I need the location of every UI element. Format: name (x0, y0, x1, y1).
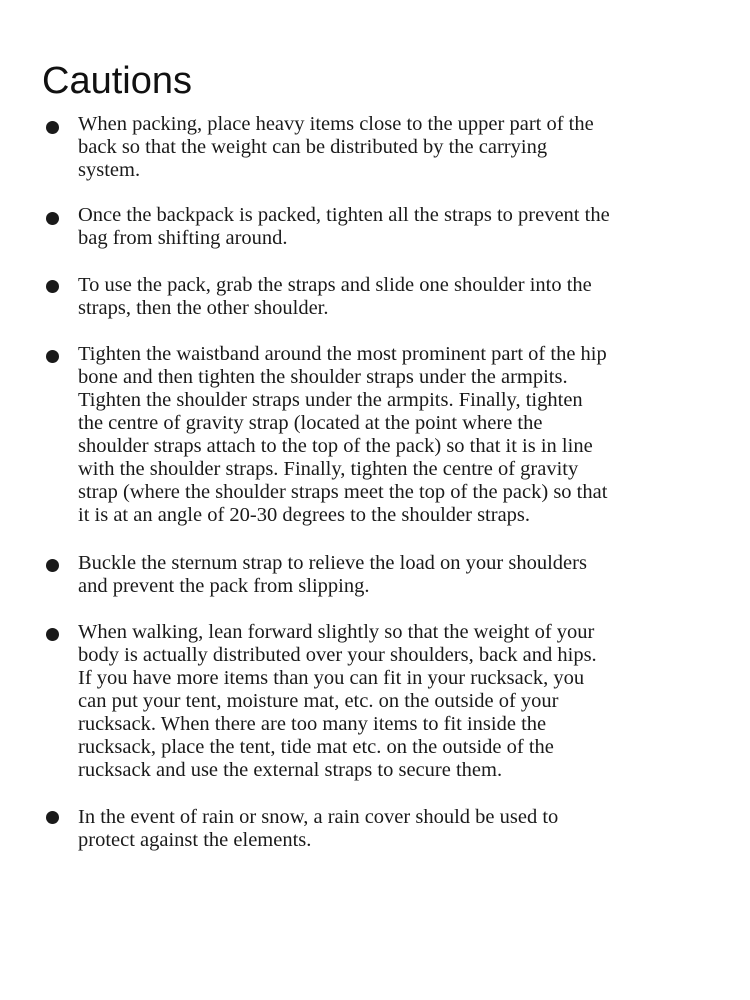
list-item-text: Once the backpack is packed, tighten all the straps to prevent the bag from shifting around. (78, 204, 610, 249)
bullet-icon (46, 350, 59, 363)
list-item-text: When packing, place heavy items close to the upper part of the back so that the weight can be distributed by the carrying system. (78, 113, 594, 181)
list-item-text: Buckle the sternum strap to relieve the load on your shoulders and prevent the pack from slipping. (78, 552, 587, 597)
bullet-icon (46, 121, 59, 134)
page-title: Cautions (42, 60, 192, 102)
bullet-icon (46, 212, 59, 225)
bullet-icon (46, 811, 59, 824)
list-item-text: In the event of rain or snow, a rain cover should be used to protect against the elements. (78, 806, 559, 851)
bullet-icon (46, 628, 59, 641)
list-item-text: Tighten the waistband around the most prominent part of the hip bone and then tighten the shoulder straps under the armpits. Tighten the shoulder straps under the armpits. Finally, tighten the centre of gravity strap (located at the point where the shoulder straps attach to the top of the pack) so that it is in line with the shoulder straps. Finally, tighten the centre of gravity strap (where the shoulder straps meet the top of the pack) so that it is at an angle of 20-30 degrees to the shoulder straps. (78, 343, 608, 526)
bullet-icon (46, 559, 59, 572)
bullet-icon (46, 280, 59, 293)
list-item-text: When walking, lean forward slightly so that the weight of your body is actually distributed over your shoulders, back and hips. If you have more items than you can fit in your rucksack, you can put your tent, moisture mat, etc. on the outside of your rucksack. When there are too many items to fit inside the rucksack, place the tent, tide mat etc. on the outside of the rucksack and use the external straps to secure them. (78, 621, 597, 781)
list-item-text: To use the pack, grab the straps and slide one shoulder into the straps, then the other shoulder. (78, 274, 592, 319)
